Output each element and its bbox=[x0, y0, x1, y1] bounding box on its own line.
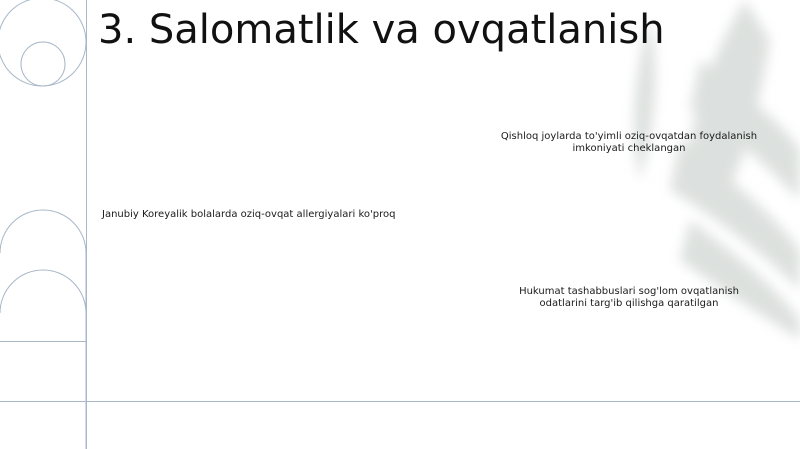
note-right-bottom: Hukumat tashabbuslari sog'lom ovqatlanish odatlarini targ'ib qilishga qaratilgan bbox=[519, 286, 739, 309]
upper-arch bbox=[0, 210, 86, 449]
slide-title: 3. Salomatlik va ovqatlanish bbox=[98, 7, 665, 53]
top-inner-circle bbox=[21, 42, 65, 86]
note-left: Janubiy Koreyalik bolalarda oziq-ovqat allergiyalari ko'proq bbox=[102, 209, 396, 220]
note-right-top: Qishloq joylarda to'yimli oziq-ovqatdan foydalanish imkoniyati cheklangan bbox=[500, 131, 758, 154]
top-outer-circle bbox=[0, 0, 86, 86]
lower-arch bbox=[0, 270, 86, 449]
